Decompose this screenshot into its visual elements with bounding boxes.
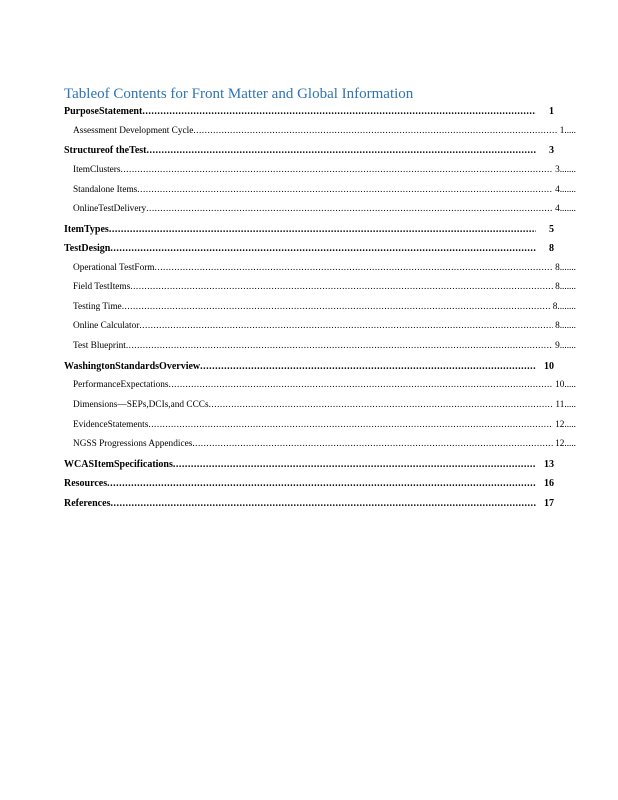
toc-dot-leader [192,439,553,449]
toc-dot-leader [110,498,536,509]
toc-dot-leader [148,420,553,430]
toc-entry-label: Standalone Items [73,185,138,195]
toc-page-number: 1 [549,106,554,117]
toc-entry[interactable] [64,498,554,514]
toc-dot-leader [146,204,553,214]
toc-entry-label: WashingtonStandardsOverview [64,361,201,372]
toc-dot-leader [142,106,536,117]
toc-entry[interactable] [73,185,576,201]
toc-entry-label: OnlineTestDelivery [73,204,147,214]
toc-page-number: 12..... [555,439,576,449]
toc-dot-leader [200,361,536,372]
toc-page-number: 8....... [555,321,576,331]
toc-entry[interactable] [73,321,576,337]
toc-entry-label: Structureof theTest [64,145,147,156]
toc-entry-label: TestDesign [64,243,111,254]
toc-page-number: 11..... [555,400,576,410]
toc-dot-leader [209,400,554,410]
toc-entry[interactable] [73,204,576,220]
toc-dot-leader [155,263,554,273]
toc-entry-label: WCASItemSpecifications [64,459,173,470]
toc-entry-label: Online Calculator [73,321,140,331]
toc-dot-leader [107,478,536,489]
toc-entry[interactable] [64,459,554,475]
toc-entry[interactable] [73,126,576,142]
toc-entry-label: References [64,498,111,509]
toc-entry-label: PurposeStatement [64,106,143,117]
toc-page-number: 10..... [555,380,576,390]
toc-entry[interactable] [64,243,554,259]
toc-entry-label: Resources [64,478,108,489]
toc-entry[interactable] [73,420,576,436]
toc-entry[interactable] [73,341,576,357]
toc-page-number: 8........ [552,302,576,312]
toc-page-number: 1..... [559,126,576,136]
toc-dot-leader [169,380,554,390]
toc-dot-leader [130,282,553,292]
toc-dot-leader [139,321,553,331]
toc-page-number: 3 [549,145,554,156]
toc-page-number: 17 [544,498,554,509]
toc-entry[interactable] [73,400,576,416]
toc-entry-label: Test Blueprint [73,341,126,351]
toc-entry[interactable] [73,302,576,318]
toc-page-number: 12..... [555,420,576,430]
toc-entry[interactable] [73,380,576,396]
toc-entry[interactable] [64,145,554,161]
toc-title: Tableof Contents for Front Matter and Global Information [64,86,414,102]
toc-dot-leader [122,302,551,312]
toc-dot-leader [173,459,536,470]
toc-entry-label: Dimensions—SEPs,DCIs,and CCCs [73,400,209,410]
toc-dot-leader [110,243,536,254]
toc-page-number: 13 [544,459,554,470]
toc-page-number: 4....... [555,204,576,214]
toc-entry[interactable] [73,282,576,298]
toc-page-number: 9....... [555,341,576,351]
toc-entry-label: NGSS Progressions Appendices [73,439,193,449]
toc-entry[interactable] [64,361,554,377]
toc-dot-leader [121,165,554,175]
toc-dot-leader [126,341,553,351]
toc-entry-label: Testing Time [73,302,122,312]
toc-page-number: 16 [544,478,554,489]
toc-entry-label: EvidenceStatements [73,420,149,430]
toc-page-number: 5 [549,224,554,235]
toc-page-number: 8....... [555,282,576,292]
toc-entry[interactable] [64,106,554,122]
toc-page-number: 8 [549,243,554,254]
toc-dot-leader [193,126,557,136]
toc-entry-label: PerformanceExpectations [73,380,169,390]
toc-entry-label: Assessment Development Cycle [73,126,194,136]
toc-dot-leader [147,145,537,156]
toc-entry-label: ItemTypes [64,224,109,235]
toc-entry-label: Operational TestForm [73,263,155,273]
toc-entry[interactable] [73,263,576,279]
toc-page-number: 3....... [555,165,576,175]
toc-page-number: 4....... [555,185,576,195]
toc-page-number: 8....... [555,263,576,273]
toc-entry[interactable] [64,478,554,494]
toc-page-number: 10 [544,361,554,372]
toc-entry[interactable] [64,224,554,240]
toc-entry[interactable] [73,165,576,181]
toc-dot-leader [137,185,553,195]
toc-entry-label: ItemClusters [73,165,121,175]
toc-entry[interactable] [73,439,576,455]
toc-dot-leader [109,224,536,235]
toc-entry-label: Field TestItems [73,282,131,292]
